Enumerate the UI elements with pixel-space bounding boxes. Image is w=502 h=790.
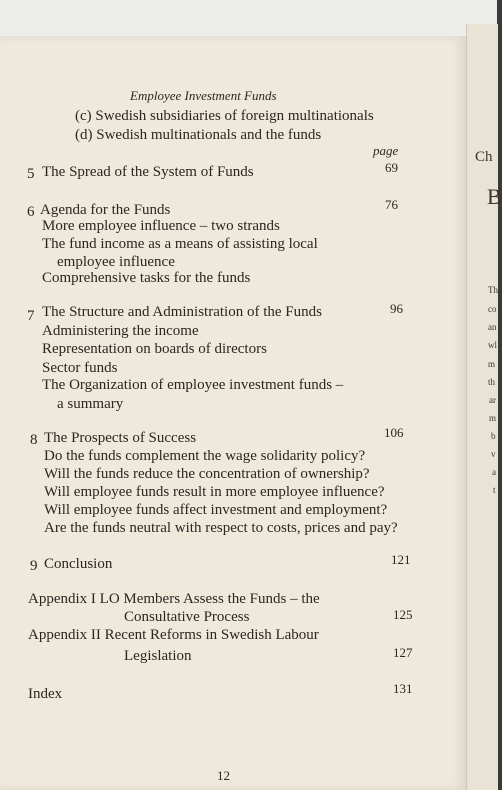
page-number: 127	[393, 645, 413, 660]
chapter-title: The Structure and Administration of the Funds	[42, 304, 322, 320]
facing-page-text: ar	[489, 395, 496, 405]
book-page	[0, 36, 466, 790]
page-number: 131	[393, 681, 413, 696]
toc-subentry: Administering the income	[42, 323, 199, 339]
page-number: 96	[390, 301, 403, 316]
index-entry: Index	[28, 686, 63, 702]
facing-page-text: co	[488, 304, 497, 314]
chapter-number: 8	[30, 432, 38, 448]
facing-page-text: th	[488, 377, 496, 387]
running-head: Employee Investment Funds	[130, 88, 277, 103]
page-number: 106	[384, 425, 404, 440]
toc-subentry: (d) Swedish multinationals and the funds	[75, 127, 322, 143]
chapter-number: 9	[30, 558, 38, 574]
toc-subentry: a summary	[57, 396, 124, 412]
toc-subentry: More employee influence – two strands	[42, 218, 280, 234]
facing-page-text: Th	[488, 285, 498, 295]
chapter-title: The Prospects of Success	[44, 430, 197, 446]
page-column-label: page	[373, 143, 399, 158]
facing-page-text: B	[487, 184, 502, 209]
toc-subentry: Will the funds reduce the concentration of ownership?	[44, 466, 370, 482]
toc-subentry: (c) Swedish subsidiaries of foreign multinationals	[75, 108, 374, 124]
facing-page-text: b	[491, 431, 496, 441]
chapter-title: Conclusion	[44, 556, 113, 572]
toc-subentry: The Organization of employee investment funds –	[42, 377, 344, 393]
chapter-number: 6	[27, 204, 35, 220]
facing-page-text: wl	[488, 340, 497, 350]
appendix-title: Appendix I LO Members Assess the Funds – the	[28, 591, 320, 607]
toc-subentry: Will employee funds result in more employee influence?	[44, 484, 385, 500]
facing-page	[466, 24, 502, 790]
facing-page-text: a	[492, 467, 496, 477]
chapter-number: 7	[27, 308, 35, 324]
facing-page-text: Ch	[475, 149, 493, 165]
appendix-title: Appendix II Recent Reforms in Swedish Labour	[28, 627, 319, 643]
page-number: 76	[385, 197, 398, 212]
page-number: 125	[393, 607, 413, 622]
appendix-title-cont: Consultative Process	[124, 609, 250, 625]
facing-page-text: v	[491, 449, 496, 459]
facing-page-text: an	[488, 322, 497, 332]
page-number: 121	[391, 552, 411, 567]
appendix-title-cont: Legislation	[124, 648, 192, 664]
toc-subentry: employee influence	[57, 254, 175, 270]
facing-page-text: m	[488, 359, 496, 369]
facing-page-text: m	[489, 413, 497, 423]
toc-subentry: Are the funds neutral with respect to costs, prices and pay?	[44, 520, 398, 536]
chapter-title: Agenda for the Funds	[40, 202, 171, 218]
toc-subentry: The fund income as a means of assisting local	[42, 236, 318, 252]
toc-subentry: Sector funds	[42, 360, 118, 376]
chapter-title: The Spread of the System of Funds	[42, 164, 254, 180]
toc-subentry: Will employee funds affect investment and employment?	[44, 502, 388, 518]
toc-subentry: Representation on boards of directors	[42, 341, 267, 357]
chapter-number: 5	[27, 166, 35, 182]
toc-subentry: Comprehensive tasks for the funds	[42, 270, 251, 286]
toc-subentry: Do the funds complement the wage solidarity policy?	[44, 448, 366, 464]
page-number: 69	[385, 160, 398, 175]
folio: 12	[217, 768, 230, 783]
facing-page-text: t	[493, 485, 496, 495]
